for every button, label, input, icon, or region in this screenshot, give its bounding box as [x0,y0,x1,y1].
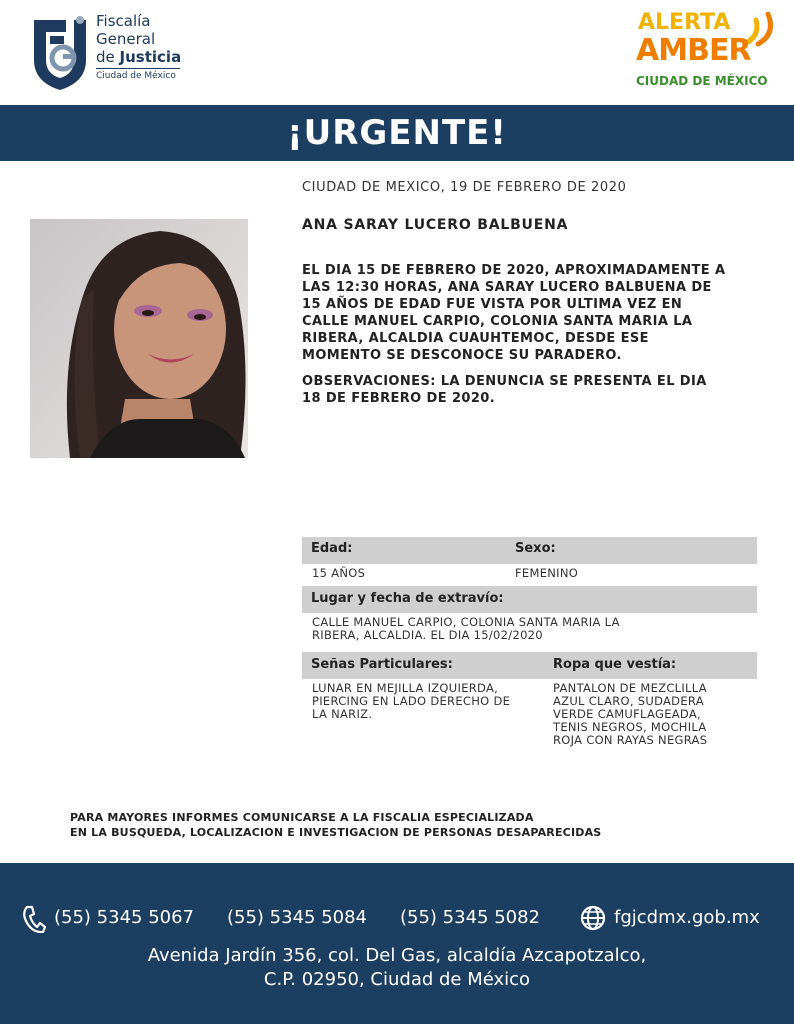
clothes-label: Ropa que vestía: [553,657,677,672]
person-photo [30,219,248,458]
person-name: ANA SARAY LUCERO BALBUENA [302,217,569,233]
age-label: Edad: [311,541,353,556]
address-line2: C.P. 02950, Ciudad de México [263,969,531,990]
observations-line: OBSERVACIONES: LA DENUNCIA SE PRESENTA EL DIA [302,374,707,389]
fgj-line1: Fiscalía [96,12,151,30]
description-line: 15 AÑOS DE EDAD FUE VISTA POR ULTIMA VEZ EN [302,297,683,312]
description-line: MOMENTO SE DESCONOCE SU PARADERO. [302,348,622,363]
fgj-line3: de Justicia [96,48,182,66]
date-line: CIUDAD DE MEXICO, 19 DE FEBRERO DE 2020 [302,180,627,195]
description-line: LAS 12:30 HORAS, ANA SARAY LUCERO BALBUENA DE [302,280,712,295]
clothes-line: VERDE CAMUFLAGEADA, [553,707,702,721]
observations [302,373,762,407]
place-line: CALLE MANUEL CARPIO, COLONIA SANTA MARIA LA [312,615,620,629]
urgent-banner [0,105,794,161]
urgent-title: ¡URGENTE! [287,113,507,153]
sex-label: Sexo: [515,541,556,556]
clothes-line: PANTALON DE MEZCLILLA [553,681,707,695]
contact-note-line: PARA MAYORES INFORMES COMUNICARSE A LA FISCALIA ESPECIALIZADA [70,811,534,824]
marks-line: LA NARIZ. [312,707,373,721]
website-link[interactable]: fgjcdmx.gob.mx [614,907,760,928]
description [302,262,762,364]
age-value: 15 AÑOS [312,566,366,580]
contact-note-line: EN LA BUSQUEDA, LOCALIZACION E INVESTIGACION DE PERSONAS DESAPARECIDAS [70,826,602,839]
alerta-amber-logo [632,8,782,96]
description-line: EL DIA 15 DE FEBRERO DE 2020, APROXIMADAMENTE A [302,263,726,278]
clothes-line: AZUL CLARO, SUDADERA [553,694,704,708]
fgj-line2: General [96,30,156,48]
phone-icon [22,905,46,933]
globe-icon [580,905,606,931]
observations-line: 18 DE FEBRERO DE 2020. [302,391,496,406]
fgj-wordmark [96,14,196,81]
description-line: CALLE MANUEL CARPIO, COLONIA SANTA MARIA LA [302,314,693,329]
clothes-value [553,682,707,747]
footer-bar [0,863,794,1024]
fgj-divider [96,68,180,69]
marks-value [312,682,510,721]
description-line: RIBERA, ALCALDIA CUAUHTEMOC, DESDE ESE [302,331,649,346]
marks-line: LUNAR EN MEJILLA IZQUIERDA, [312,681,499,695]
marks-line: PIERCING EN LADO DERECHO DE [312,694,511,708]
clothes-line: TENIS NEGROS, MOCHILA [553,720,707,734]
contact-note [70,810,710,840]
amber-line2: AMBER [636,33,751,68]
fgj-line4: Ciudad de México [96,71,176,81]
phone-number-3[interactable]: (55) 5345 5082 [400,907,541,928]
place-line: RIBERA, ALCALDIA. EL DIA 15/02/2020 [312,628,543,642]
sex-value: FEMENINO [515,566,579,580]
place-label: Lugar y fecha de extravío: [311,591,504,606]
fgj-logo-icon [30,14,90,94]
marks-label: Señas Particulares: [311,657,453,672]
amber-line3: CIUDAD DE MÉXICO [636,74,768,88]
amber-line1: ALERTA [638,10,731,35]
phone-number-1[interactable]: (55) 5345 5067 [54,907,195,928]
phone-number-2[interactable]: (55) 5345 5084 [227,907,368,928]
clothes-line: ROJA CON RAYAS NEGRAS [553,733,708,747]
address-line1: Avenida Jardín 356, col. Del Gas, alcaldía Azcapotzalco, [147,945,647,966]
place-value [312,616,620,642]
